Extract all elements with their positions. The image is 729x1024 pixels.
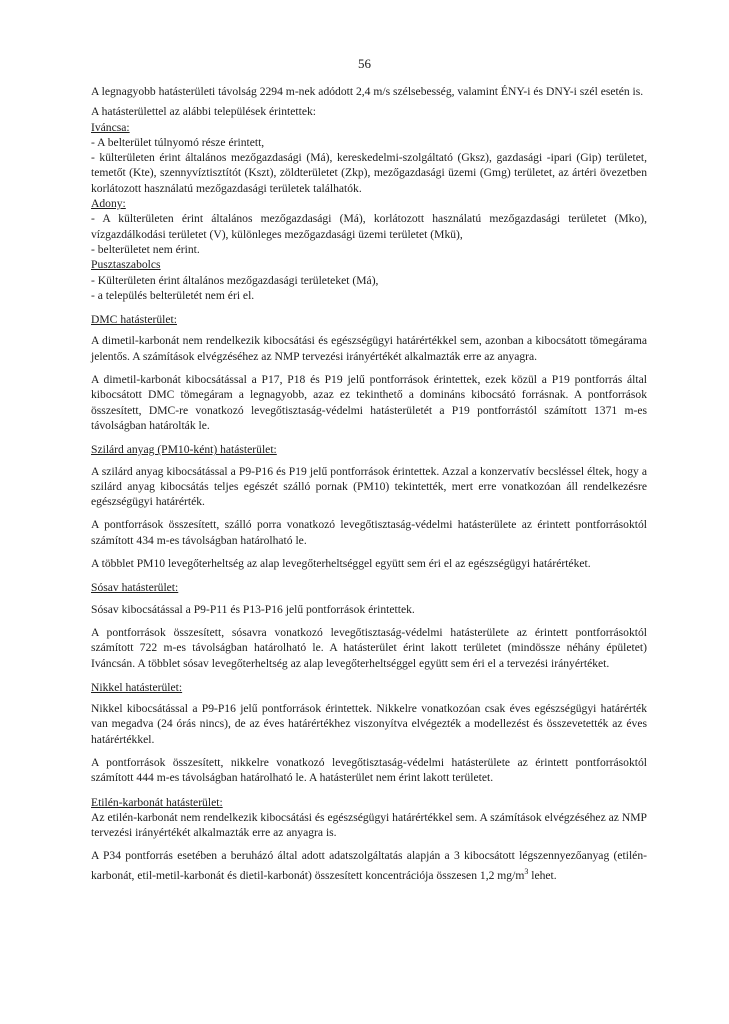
section-paragraph: A pontforrások összesített, sósavra vonatkozó levegőtisztaság-védelmi hatásterülete az érintett pontforrásoktól számított 722 m-es távolságban határolható le. A hatásterület érint lakott területet (mindössze néhány épületet) Iváncsán. A többlet sósav levegőterheltség az alap levegőterheltséggel együtt sem éri el a tervezési irányértéket. bbox=[91, 625, 647, 670]
section-paragraph: A dimetil-karbonát nem rendelkezik kibocsátási és egészségügyi határértékkel sem, azonban a kibocsátott tömegárama jelentős. A számítások elvégzéséhez az NMP tervezési irányértékét alkalmazták erre az anyagra. bbox=[91, 334, 647, 363]
page-number: 56 bbox=[358, 56, 371, 71]
settlement-name-pusztaszabolcs: Pusztaszabolcs bbox=[91, 258, 161, 272]
section-heading-etilen-karbonat: Etilén-karbonát hatásterület: bbox=[91, 795, 223, 809]
last-paragraph-text: A P34 pontforrás esetében a beruházó által adott adatszolgáltatás alapján a 3 kibocsátott légszennyezőanyag (etilén-karbonát, etil-metil-karbonát és dietil-karbonát) összesített koncentrációja összesen 1,2 mg/m bbox=[91, 849, 647, 882]
section-paragraph-last bbox=[91, 848, 647, 882]
settlement-line: - külterületen érint általános mezőgazdasági (Má), kereskedelmi-szolgáltató (Gksz), gazdasági -ipari (Gip) területet, temetőt (Kte), szennyvíztisztítót (Kszt), zöldterületet (Zkp), mezőgazdasági üzemi (Gmg) területet, az ártéri övezetben korlátozott használatú mezőgazdasági területek találhatók. bbox=[91, 151, 647, 195]
section-paragraph: A pontforrások összesített, nikkelre vonatkozó levegőtisztaság-védelmi hatásterülete az érintett pontforrásoktól számított 444 m-es távolságban határolható le. A hatásterület nem érint lakott területet. bbox=[91, 755, 647, 785]
settlement-name-ivancsa: Iváncsa: bbox=[91, 120, 130, 134]
last-paragraph-end: lehet. bbox=[528, 868, 557, 882]
settlement-name-adony: Adony: bbox=[91, 197, 126, 211]
intro-paragraph-1: A legnagyobb hatásterületi távolság 2294 m-nek adódott 2,4 m/s szélsebesség, valamint ÉNY-i és DNY-i szél esetén is. bbox=[91, 85, 644, 98]
settlement-line: - a település belterületét nem éri el. bbox=[91, 288, 255, 302]
section-paragraph: A dimetil-karbonát kibocsátással a P17, P18 és P19 jelű pontforrások érintettek, ezek közül a P19 pontforrás által kibocsátott DMC tömegáram a legnagyobb, azaz ez tekinthető a domináns kibocsátó forrásnak. A pontforrások összesített, DMC-re vonatkozó levegőtisztaság-védelmi hatásterületét a P19 pontforrástól számított 1371 m-es távolságban határolták le. bbox=[91, 373, 647, 432]
section-paragraph: Nikkel kibocsátással a P9-P16 jelű pontforrások érintettek. Nikkelre vonatkozóan csak éves egészségügyi határérték van megadva (24 órás nincs), de az éves határértékhez viszonyítva elvégezték a modellezést és összevetették az éves határértékkel. bbox=[91, 702, 647, 746]
intro-paragraph-2: A hatásterülettel az alábbi települések érintettek: bbox=[91, 105, 317, 119]
page-content bbox=[91, 84, 647, 883]
section-paragraph: A többlet PM10 levegőterheltség az alap levegőterheltséggel együtt sem éri el az egészségügyi határértéket. bbox=[91, 557, 591, 571]
section-heading-dmc: DMC hatásterület: bbox=[91, 313, 177, 327]
unit-superscript: 3 bbox=[524, 866, 529, 876]
settlement-line: - A külterületen érint általános mezőgazdasági (Má), korlátozott használatú mezőgazdasági területet (Mko), vízgazdálkodási területet (V), különleges mezőgazdasági üzemi területet (Mkü), bbox=[91, 212, 647, 241]
section-paragraph: Sósav kibocsátással a P9-P11 és P13-P16 jelű pontforrások érintettek. bbox=[91, 602, 415, 616]
section-heading-sosav: Sósav hatásterület: bbox=[91, 581, 179, 595]
section-paragraph: Az etilén-karbonát nem rendelkezik kibocsátási és egészségügyi határértékkel sem. A számítások elvégzéséhez az NMP tervezési irányértékét alkalmazták erre az anyagra is. bbox=[91, 810, 647, 840]
section-heading-pm10: Szilárd anyag (PM10-ként) hatásterület: bbox=[91, 443, 277, 457]
section-paragraph: A pontforrások összesített, szálló porra vonatkozó levegőtisztaság-védelmi hatásterülete az érintett pontforrásoktól számított 434 m-es távolságban határolható le. bbox=[91, 518, 647, 547]
settlement-line: - Külterületen érint általános mezőgazdasági területeket (Má), bbox=[91, 273, 379, 287]
settlement-line: - belterületet nem érint. bbox=[91, 242, 200, 256]
section-paragraph: A szilárd anyag kibocsátással a P9-P16 és P19 jelű pontforrások érintettek. Azzal a konzervatív becsléssel éltek, hogy a szilárd anyag kibocsátás teljes egészét szálló pornak (PM10) tekintették, mert erre vonatkozóan áll rendelkezésre egészségügyi határérték. bbox=[91, 464, 647, 509]
settlement-line: - A belterület túlnyomó része érintett, bbox=[91, 135, 265, 149]
section-heading-nikkel: Nikkel hatásterület: bbox=[91, 680, 183, 694]
